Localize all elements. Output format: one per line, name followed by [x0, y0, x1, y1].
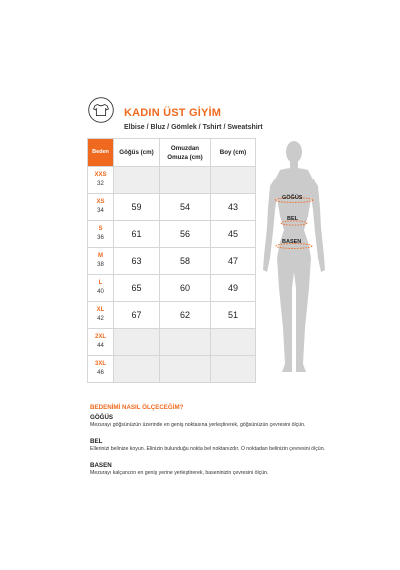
chest-value	[114, 167, 160, 194]
size-number: 44	[97, 343, 104, 349]
hip-term: BASEN	[90, 462, 112, 469]
hip-measure-label: BASEN	[282, 239, 302, 245]
shoulder-value: 54	[160, 194, 211, 221]
tshirt-icon	[88, 97, 114, 123]
size-code: XS	[96, 199, 105, 205]
size-cell	[88, 302, 114, 329]
length-value: 47	[211, 248, 256, 275]
size-code: 3XL	[94, 361, 106, 367]
size-code: 2XL	[94, 334, 106, 340]
shoulder-value	[160, 167, 211, 194]
chest-measure-label: GÖĞÜS	[282, 195, 303, 201]
chest-value	[114, 356, 160, 383]
column-header-shoulder: Omuzdan Omuza (cm)	[160, 139, 211, 167]
chest-value	[114, 329, 160, 356]
hip-description: Mezurayı kalçanızın en geniş yerine yerleştirerek, baseninizin çevresini ölçün.	[90, 470, 269, 476]
size-cell	[88, 329, 114, 356]
chest-term: GÖĞÜS	[90, 414, 114, 421]
column-header-chest: Göğüs (cm)	[114, 139, 160, 167]
table-header-row	[88, 139, 256, 167]
shoulder-value: 60	[160, 275, 211, 302]
length-value	[211, 167, 256, 194]
size-table	[87, 138, 256, 383]
page-subtitle: Elbise / Bluz / Gömlek / Tshirt / Sweatshirt	[124, 124, 263, 131]
shoulder-value	[160, 356, 211, 383]
length-value: 43	[211, 194, 256, 221]
length-value: 45	[211, 221, 256, 248]
size-cell	[88, 221, 114, 248]
size-code: XXS	[94, 172, 107, 178]
size-cell	[88, 167, 114, 194]
table-row	[88, 275, 256, 302]
column-header-length: Boy (cm)	[211, 139, 256, 167]
size-code: L	[98, 280, 103, 286]
table-row	[88, 248, 256, 275]
length-value: 51	[211, 302, 256, 329]
size-number: 32	[97, 181, 104, 187]
size-cell	[88, 248, 114, 275]
length-value: 49	[211, 275, 256, 302]
size-code: M	[98, 253, 103, 259]
size-code: XL	[96, 307, 105, 313]
column-header-size: Beden	[88, 139, 114, 167]
measurement-guide-heading: BEDENİMİ NASIL ÖLÇECEĞİM?	[90, 404, 184, 411]
size-number: 36	[97, 235, 104, 241]
length-value	[211, 329, 256, 356]
shoulder-value: 62	[160, 302, 211, 329]
body-figure-illustration	[258, 138, 330, 378]
table-row	[88, 167, 256, 194]
size-number: 46	[97, 370, 104, 376]
chest-value: 61	[114, 221, 160, 248]
size-number: 38	[97, 262, 104, 268]
chest-value: 67	[114, 302, 160, 329]
chest-value: 59	[114, 194, 160, 221]
waist-description: Ellerinizi belinize koyun. Elinizin bulunduğu nokta bel noktanızdır. O noktadan belinizin çevresini ölçün.	[90, 446, 326, 452]
waist-term: BEL	[90, 438, 103, 445]
size-number: 40	[97, 289, 104, 295]
table-row	[88, 302, 256, 329]
size-cell	[88, 356, 114, 383]
table-row	[88, 194, 256, 221]
waist-measure-label: BEL	[287, 216, 298, 222]
shoulder-value	[160, 329, 211, 356]
shoulder-value: 56	[160, 221, 211, 248]
size-cell	[88, 275, 114, 302]
chest-value: 65	[114, 275, 160, 302]
size-cell	[88, 194, 114, 221]
table-row	[88, 329, 256, 356]
table-row	[88, 356, 256, 383]
table-row	[88, 221, 256, 248]
page-title: KADIN ÜST GİYİM	[124, 107, 222, 119]
chest-value: 63	[114, 248, 160, 275]
chest-description: Mezurayı göğsünüzün üzerinde en geniş noktasına yerleştirerek, göğsünüzün çevresini ölçün.	[90, 422, 306, 428]
length-value	[211, 356, 256, 383]
shoulder-value: 58	[160, 248, 211, 275]
size-number: 42	[97, 316, 104, 322]
size-code: S	[98, 226, 103, 232]
size-number: 34	[97, 208, 104, 214]
